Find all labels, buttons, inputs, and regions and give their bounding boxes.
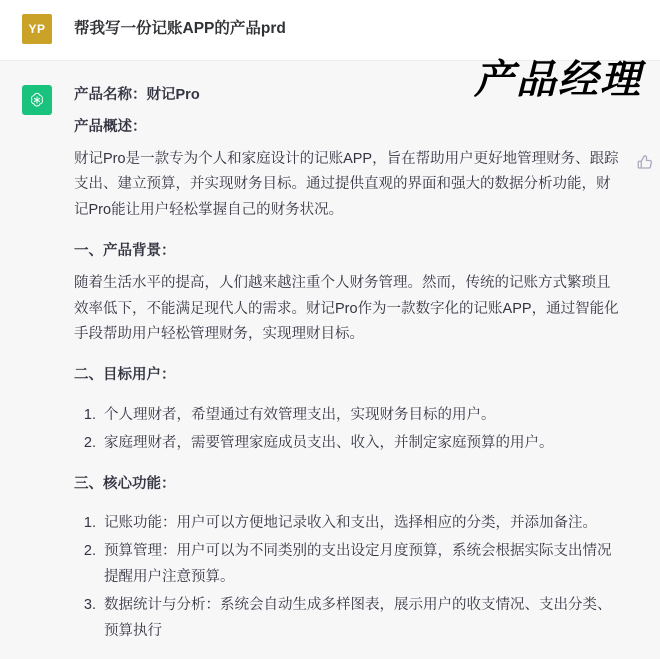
overview-text: 财记Pro是一款专为个人和家庭设计的记账APP，旨在帮助用户更好地管理财务、跟踪支出、建立预算，并实现财务目标。通过提供直观的界面和强大的数据分析功能，财记Pro能让用户轻松掌握自己的财务状况。 [74,150,619,219]
list-item: 3. 数据统计与分析：系统会自动生成多样图表，展示用户的收支情况、支出分类、预算执行 [100,593,619,645]
list-item: 2. 家庭理财者，需要管理家庭成员支出、收入，并制定家庭预算的用户。 [100,431,619,457]
product-name: 产品名称：财记Pro [74,87,200,103]
openai-logo-icon [22,85,52,115]
list-item: 1. 记账功能：用户可以方便地记录收入和支出，选择相应的分类，并添加备注。 [100,511,619,537]
assistant-message-body [74,83,619,659]
list-item: 2. 预算管理：用户可以为不同类别的支出设定月度预算，系统会根据实际支出情况提醒用户注意预算。 [100,539,619,591]
core-features-list [74,511,619,644]
background-heading: 一、产品背景： [74,242,176,259]
thumbs-up-icon[interactable] [636,153,654,171]
assistant-message-row [0,61,660,659]
overview-heading: 产品概述： [74,118,147,135]
avatar-user: YP [22,14,52,44]
target-users-list [74,403,619,457]
watermark-title: 产品经理 [474,57,642,103]
user-message-text: 帮我写一份记账APP的产品prd [74,20,286,37]
core-features-heading: 三、核心功能： [74,475,176,492]
background-text: 随着生活水平的提高，人们越来越注重个人财务管理。然而，传统的记账方式繁琐且效率低下，不能满足现代人的需求。财记Pro作为一款数字化的记账APP，通过智能化手段帮助用户轻松管理财务，实现理财目标。 [74,274,619,343]
list-item: 1. 个人理财者，希望通过有效管理支出，实现财务目标的用户。 [100,403,619,429]
target-users-heading: 二、目标用户： [74,367,176,384]
